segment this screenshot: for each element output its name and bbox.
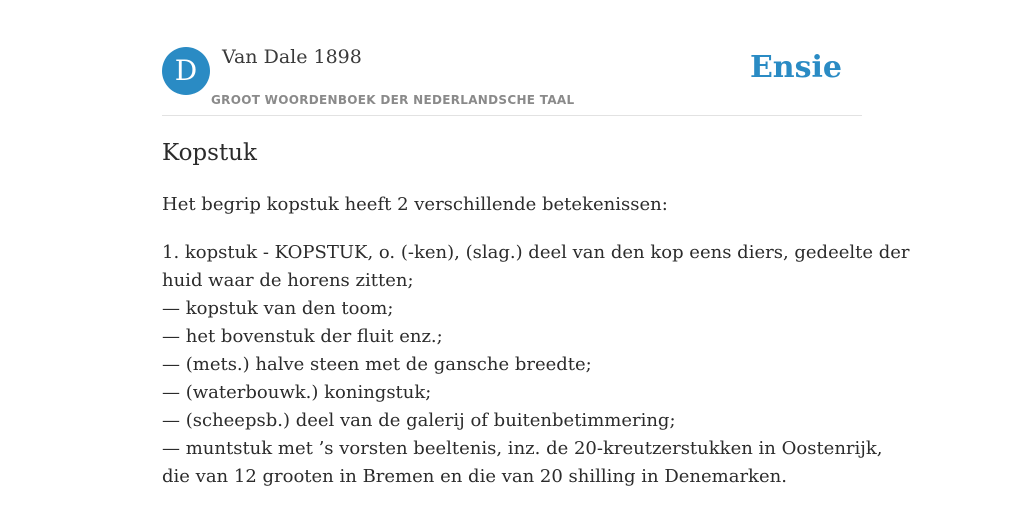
- definition-line: die van 12 grooten in Bremen en die van 20 shilling in Denemarken.: [162, 466, 787, 487]
- definition-line: — (mets.) halve steen met de gansche breedte;: [162, 354, 592, 375]
- definition-line: — het bovenstuk der fluit enz.;: [162, 326, 443, 347]
- entry-definition: [162, 239, 910, 491]
- dictionary-logo[interactable]: D: [162, 47, 210, 95]
- entry-intro: Het begrip kopstuk heeft 2 verschillende betekenissen:: [162, 194, 668, 215]
- definition-line: 1. kopstuk - KOPSTUK, o. (-ken), (slag.) deel van den kop eens diers, gedeelte der: [162, 242, 910, 263]
- brand-logo[interactable]: Ensie: [749, 50, 842, 85]
- definition-line: — kopstuk van den toom;: [162, 298, 394, 319]
- definition-line: — muntstuk met ’s vorsten beeltenis, inz. de 20-kreutzerstukken in Oostenrijk,: [162, 438, 883, 459]
- definition-line: huid waar de horens zitten;: [162, 270, 414, 291]
- definition-line: — (waterbouwk.) koningstuk;: [162, 382, 432, 403]
- dictionary-name[interactable]: Van Dale 1898: [222, 46, 362, 68]
- header-divider: [162, 115, 862, 116]
- entry-title: Kopstuk: [162, 140, 257, 166]
- dictionary-subtitle: GROOT WOORDENBOEK DER NEDERLANDSCHE TAAL: [211, 93, 575, 107]
- definition-line: — (scheepsb.) deel van de galerij of buitenbetimmering;: [162, 410, 676, 431]
